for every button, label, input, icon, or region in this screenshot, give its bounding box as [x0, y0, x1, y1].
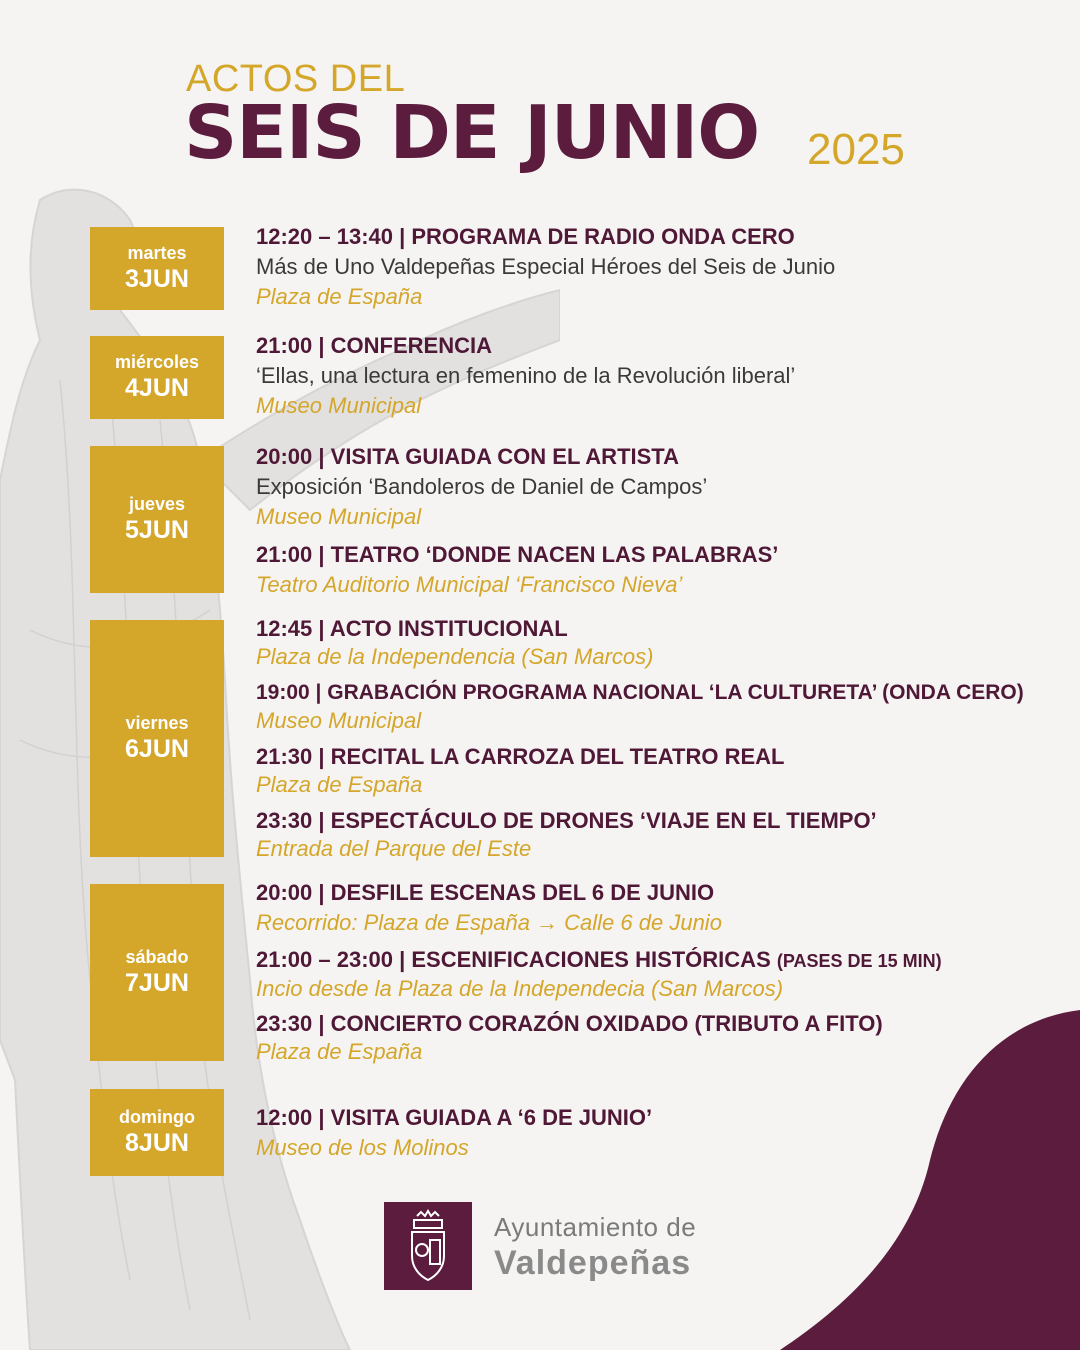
event-place: Plaza de España — [256, 772, 423, 797]
day-date: 3JUN — [125, 264, 189, 293]
pre-title: ACTOS DEL — [186, 58, 406, 100]
day-badge-martes — [90, 227, 224, 310]
event-title: 19:00 | GRABACIÓN PROGRAMA NACIONAL ‘LA CULTURETA’ (ONDA CERO) — [256, 681, 1024, 704]
event-title — [256, 945, 942, 976]
day-badge-miercoles — [90, 336, 224, 419]
event-place: Plaza de la Independencia (San Marcos) — [256, 644, 654, 669]
day-date: 5JUN — [125, 515, 189, 544]
event-item — [256, 540, 778, 600]
day-date: 8JUN — [125, 1128, 189, 1157]
event-item — [256, 1009, 883, 1065]
day-name: martes — [127, 243, 187, 264]
event-place: Museo Municipal — [256, 708, 422, 733]
event-title: 12:45 | ACTO INSTITUCIONAL — [256, 616, 568, 641]
event-title: 20:00 | DESFILE ESCENAS DEL 6 DE JUNIO — [256, 880, 715, 905]
event-item — [256, 222, 835, 312]
event-title: 23:30 | CONCIERTO CORAZÓN OXIDADO (TRIBUTO A FITO) — [256, 1011, 883, 1036]
event-item — [256, 331, 795, 421]
event-item — [256, 945, 942, 1002]
org-name-line2: Valdepeñas — [494, 1244, 692, 1282]
event-item — [256, 442, 707, 532]
event-title: 20:00 | VISITA GUIADA CON EL ARTISTA — [256, 444, 679, 469]
event-place: Incio desde la Plaza de la Independecia (San Marcos) — [256, 976, 784, 1001]
event-place: Museo Municipal — [256, 393, 422, 418]
day-badge-sabado — [90, 884, 224, 1061]
event-place: Teatro Auditorio Municipal ‘Francisco Nieva’ — [256, 572, 683, 597]
day-date: 4JUN — [125, 373, 189, 402]
day-date: 7JUN — [125, 968, 189, 997]
day-name: domingo — [119, 1107, 195, 1128]
event-item — [256, 878, 722, 938]
page-title: SEIS DE JUNIO — [184, 90, 760, 176]
event-item — [256, 1103, 652, 1163]
day-date: 6JUN — [125, 734, 189, 763]
event-title: 23:30 | ESPECTÁCULO DE DRONES ‘VIAJE EN EL TIEMPO’ — [256, 808, 877, 833]
event-title: 21:00 | CONFERENCIA — [256, 333, 492, 358]
event-title: 12:00 | VISITA GUIADA A ‘6 DE JUNIO’ — [256, 1105, 653, 1130]
event-place: Museo Municipal — [256, 504, 422, 529]
event-place: Plaza de España — [256, 284, 423, 309]
day-name: viernes — [125, 713, 189, 734]
event-title: 21:30 | RECITAL LA CARROZA DEL TEATRO REAL — [256, 744, 785, 769]
event-description: Más de Uno Valdepeñas Especial Héroes del Seis de Junio — [256, 254, 836, 279]
day-badge-jueves — [90, 446, 224, 593]
event-place: Plaza de España — [256, 1039, 423, 1064]
event-item — [256, 678, 1024, 734]
day-badge-domingo — [90, 1089, 224, 1176]
event-description: ‘Ellas, una lectura en femenino de la Revolución liberal’ — [256, 363, 796, 388]
event-item — [256, 614, 653, 670]
event-item — [256, 806, 877, 862]
event-description: Exposición ‘Bandoleros de Daniel de Campos’ — [256, 474, 708, 499]
event-title-main: 21:00 – 23:00 | ESCENIFICACIONES HISTÓRICAS — [256, 947, 771, 972]
day-name: jueves — [128, 494, 186, 515]
day-name: miércoles — [114, 352, 200, 373]
event-place: Entrada del Parque del Este — [256, 836, 532, 861]
event-place: Museo de los Molinos — [256, 1135, 469, 1160]
org-name-line1: Ayuntamiento de — [494, 1212, 697, 1242]
coat-of-arms-logo — [384, 1202, 472, 1290]
title-year: 2025 — [807, 125, 905, 174]
event-item — [256, 742, 784, 798]
coat-of-arms-icon — [384, 1202, 472, 1290]
event-title: 12:20 – 13:40 | PROGRAMA DE RADIO ONDA CERO — [256, 224, 795, 249]
event-place: Recorrido: Plaza de España → Calle 6 de Junio — [256, 910, 722, 935]
day-name: sábado — [125, 947, 189, 968]
day-badge-viernes — [90, 620, 224, 857]
event-title: 21:00 | TEATRO ‘DONDE NACEN LAS PALABRAS’ — [256, 542, 779, 567]
event-title-note: (PASES DE 15 MIN) — [776, 951, 942, 971]
